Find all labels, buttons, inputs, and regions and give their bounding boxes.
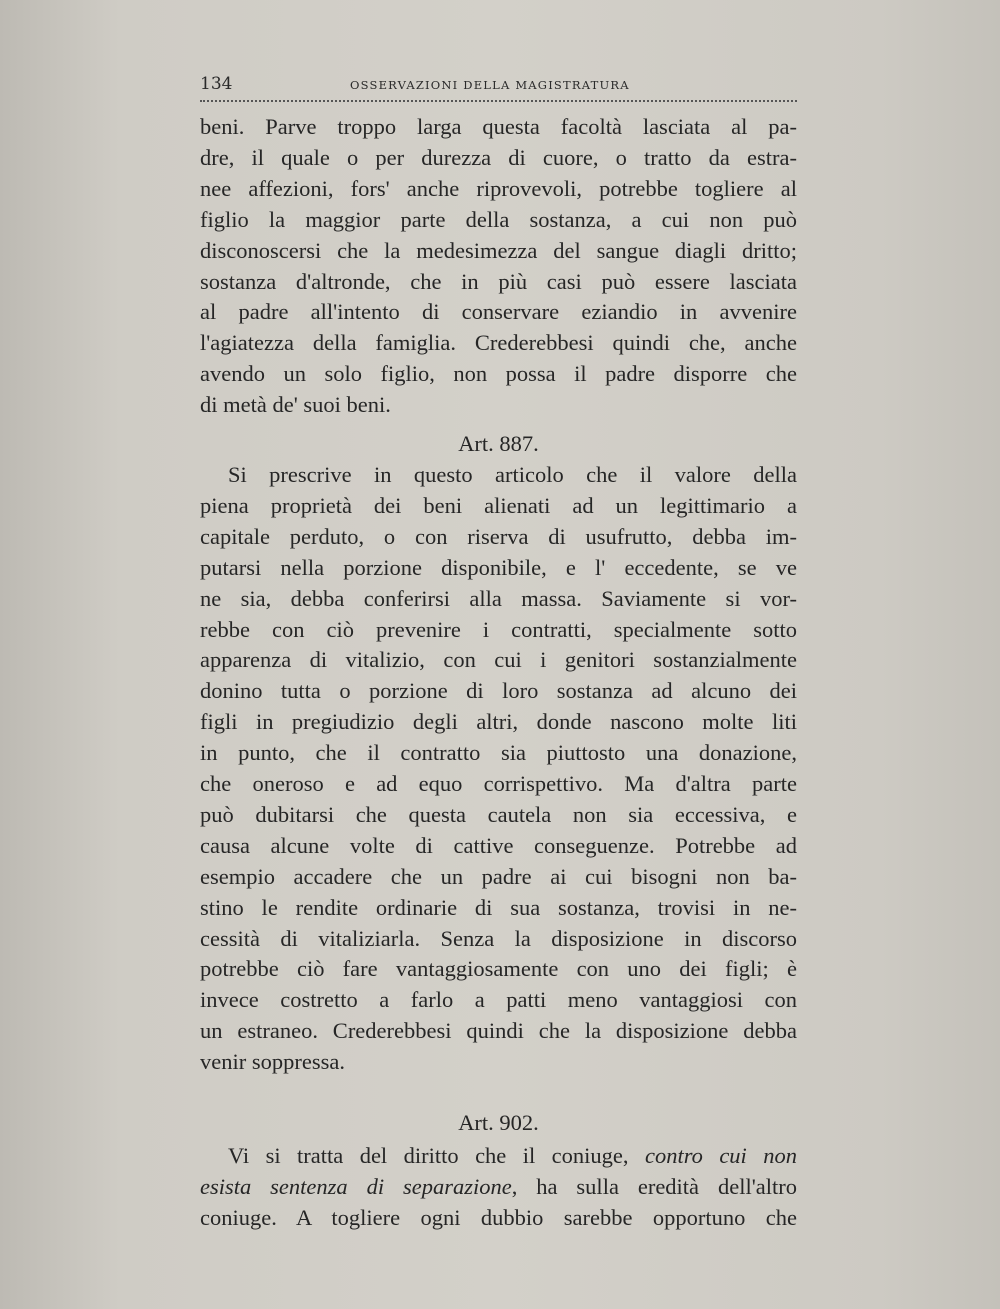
text-line: esempio accadere che un padre ai cui bisogni non ba- (200, 863, 797, 889)
text-line: che oneroso e ad equo corrispettivo. Ma d'altra parte (200, 771, 797, 797)
text-line: figlio la maggior parte della sostanza, a cui non può (200, 206, 797, 232)
text-line: l'agiatezza della famiglia. Crederebbesi quindi che, anche (200, 330, 797, 356)
text-line: stino le rendite ordinarie di sua sostanza, trovisi in ne- (200, 894, 797, 920)
text-span: , ha sulla eredità dell'altro (511, 1173, 797, 1199)
running-head: OSSERVAZIONI DELLA MAGISTRATURA (350, 78, 630, 92)
text-line: sostanza d'altronde, che in più casi può essere lasciata (200, 268, 797, 294)
text-line: piena proprietà dei beni alienati ad un legittimario a (200, 492, 797, 518)
paragraph-beni (200, 112, 797, 421)
text-line: avendo un solo figlio, non possa il padre disporre che (200, 361, 797, 387)
text-line: al padre all'intento di conservare eziandio in avvenire (200, 299, 797, 325)
paragraph-art-902 (200, 1141, 797, 1234)
text-line: rebbe con ciò prevenire i contratti, specialmente sotto (200, 616, 797, 642)
text-line: cessità di vitaliziarla. Senza la disposizione in discorso (200, 925, 797, 951)
text-line: in punto, che il contratto sia piuttosto una donazione, (200, 740, 797, 766)
text-line: apparenza di vitalizio, con cui i genitori sostanzialmente (200, 647, 797, 673)
article-heading-887: Art. 887. (458, 431, 539, 457)
text-line: capitale perduto, o con riserva di usufrutto, debba im- (200, 523, 797, 549)
page-header (200, 70, 797, 102)
article-heading-902: Art. 902. (458, 1110, 539, 1136)
text-line: può dubitarsi che questa cautela non sia eccessiva, e (200, 801, 797, 827)
text-line: beni. Parve troppo larga questa facoltà lasciata al pa- (200, 114, 797, 139)
text-line: Si prescrive in questo articolo che il valore della (228, 461, 797, 487)
italic-text: contro cui non (644, 1143, 797, 1168)
text-line: potrebbe ciò fare vantaggiosamente con uno dei figli; è (200, 956, 797, 982)
text-line: invece costretto a farlo a patti meno vantaggiosi con (200, 987, 797, 1013)
text-line (200, 1141, 797, 1172)
text-line: figli in pregiudizio degli altri, donde nascono molte liti (200, 709, 797, 735)
paragraph-art-887 (200, 460, 797, 1078)
text-line: donino tutta o porzione di loro sostanza ad alcuno dei (200, 678, 797, 704)
text-span: Vi si tratta del diritto che il coniuge, (228, 1143, 645, 1168)
page-number: 134 (200, 74, 233, 94)
text-line: disconoscersi che la medesimezza del sangue diagli dritto; (200, 237, 797, 263)
text-line: coniuge. A togliere ogni dubbio sarebbe opportuno che (200, 1204, 797, 1230)
text-line: un estraneo. Crederebbesi quindi che la disposizione debba (200, 1018, 797, 1044)
italic-text: esista sentenza di separazione (200, 1173, 512, 1199)
text-line: venir soppressa. (200, 1049, 345, 1075)
text-line: di metà de' suoi beni. (200, 392, 391, 418)
text-line: ne sia, debba conferirsi alla massa. Saviamente si vor- (200, 585, 797, 611)
text-line: putarsi nella porzione disponibile, e l' eccedente, se ve (200, 554, 797, 580)
text-line: nee affezioni, fors' anche riprovevoli, potrebbe togliere al (200, 175, 797, 201)
text-line (200, 1172, 797, 1203)
page-body (200, 112, 797, 1234)
text-line: causa alcune volte di cattive conseguenze. Potrebbe ad (200, 832, 797, 858)
text-line: dre, il quale o per durezza di cuore, o tratto da estra- (200, 144, 797, 170)
